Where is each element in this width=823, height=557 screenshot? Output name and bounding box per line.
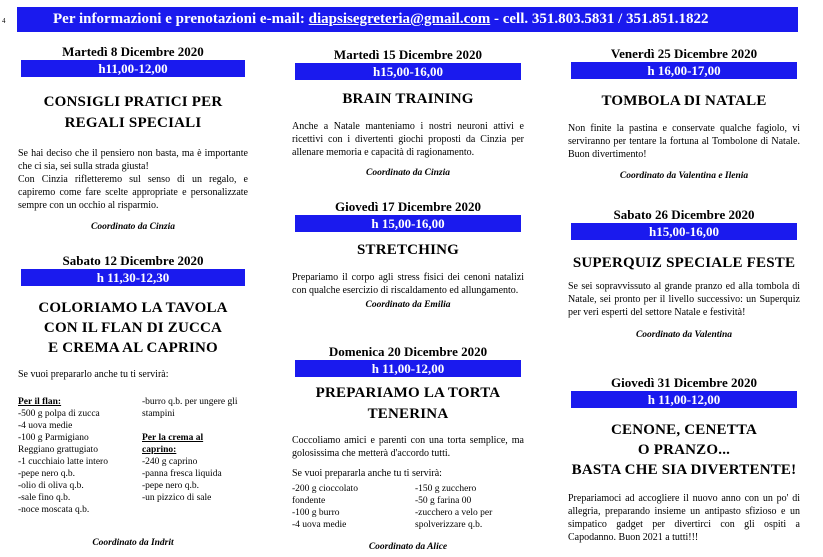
event-description: Se sei sopravvissuto al grande pranzo ed alla tombola di Natale, sei pronto per il livello successivo: un Superquiz per veri esperti del settore Natale e festività!: [568, 281, 800, 318]
crema-ingredients: -burro q.b. per ungere gli stampini Per la crema al caprino: -240 g caprino -panna fresca liquida -pepe nero q.b. -un pizzico di sale: [142, 397, 238, 503]
event-description: Prepariamoci ad accogliere il nuovo anno con un po' di allegria, preparando insieme un antipasto sfizioso e un simpatico gadget per divertirci con gli ospiti a Capodanno. Buon 2021 a tutti!!!: [568, 493, 800, 543]
event-title: SUPERQUIZ SPECIALE FESTE: [572, 255, 796, 271]
event-title: CENONE, CENETTA O PRANZO... BASTA CHE SIA DIVERTENTE!: [571, 422, 797, 478]
banner-prefix: Per informazioni e prenotazioni e-mail:: [53, 11, 309, 27]
event-time: h11,00-12,00: [21, 60, 245, 77]
event-date: Venerdì 25 Dicembre 2020: [610, 46, 758, 61]
page-corner-mark: 4: [2, 17, 6, 25]
event-date: Giovedì 17 Dicembre 2020: [335, 199, 481, 214]
event-date: Sabato 26 Dicembre 2020: [613, 207, 755, 222]
event-time: h 15,00-16,00: [295, 215, 521, 232]
event-coordinator: Coordinato da Cinzia: [366, 168, 450, 178]
event-time: h15,00-16,00: [571, 223, 797, 240]
event-time: h 11,30-12,30: [21, 269, 245, 286]
event-8-dicembre: [18, 44, 248, 232]
event-title: PREPARIAMO LA TORTA TENERINA: [315, 385, 501, 422]
recipe-intro: Se vuoi prepararlo anche tu ti servirà:: [18, 369, 169, 380]
contact-banner: [17, 7, 798, 32]
event-20-dicembre: [292, 344, 524, 480]
event-coordinator: Coordinato da Cinzia: [91, 222, 175, 232]
event-17-dicembre: [292, 199, 524, 310]
event-description: Non finite la pastina e conservate qualche fagiolo, vi serviranno per tentare la fortuna al Tombolone di Natale. Buon divertimento!: [568, 123, 800, 160]
event-12-dicembre: [18, 253, 248, 381]
event-description: Prepariamo il corpo agli stress fisici dei cenoni natalizi con qualche esercizio di riscaldamento ed allungamento.: [292, 272, 524, 296]
event-15-dicembre: [292, 47, 524, 178]
event-time: h 11,00-12,00: [295, 360, 521, 377]
event-date: Martedì 15 Dicembre 2020: [333, 47, 483, 62]
event-time: h 11,00-12,00: [571, 391, 797, 408]
banner-phones: - cell. 351.803.5831 / 351.851.1822: [490, 11, 709, 27]
event-title: COLORIAMO LA TAVOLA CON IL FLAN DI ZUCCA E CREMA AL CAPRINO: [38, 300, 228, 356]
event-coordinator: Coordinato da Indrit: [92, 538, 174, 548]
event-coordinator: Coordinato da Alice: [368, 542, 448, 552]
banner-email-link[interactable]: diapsisegreteria@gmail.com: [308, 11, 491, 27]
event-date: Sabato 12 Dicembre 2020: [62, 253, 204, 268]
event-description: Anche a Natale manteniamo i nostri neuroni attivi e ricettivi con i divertenti giochi proposti da Cinzia per allenare memoria e capacità di ragionamento.: [292, 121, 524, 158]
event-description: Se hai deciso che il pensiero non basta, ma è importante che ci sia, sei sulla strada giusta! Con Cinzia rifletteremo sul senso di un regalo, e capiremo come fare scelte appropriate e personalizzate sempre con un occhio al risparmio.: [18, 148, 248, 211]
event-date: Domenica 20 Dicembre 2020: [328, 344, 488, 359]
event-coordinator: Coordinato da Valentina e Ilenia: [619, 171, 749, 181]
event-26-dicembre: [568, 207, 800, 340]
event-31-dicembre: [568, 375, 800, 544]
event-time: h 16,00-17,00: [571, 62, 797, 79]
event-date: Giovedì 31 Dicembre 2020: [611, 375, 757, 390]
event-coordinator: Coordinato da Emilia: [365, 300, 451, 310]
event-title: STRETCHING: [356, 242, 460, 258]
event-coordinator: Coordinato da Valentina: [635, 330, 733, 340]
event-date: Martedì 8 Dicembre 2020: [62, 44, 204, 59]
event-title: TOMBOLA DI NATALE: [601, 93, 767, 109]
event-title: CONSIGLI PRATICI PER REGALI SPECIALI: [43, 94, 223, 131]
torta-ingredients-right: -150 g zucchero -50 g farina 00 -zucchero a velo per spolverizzare q.b.: [415, 484, 493, 530]
event-25-dicembre: [568, 46, 800, 181]
recipe-intro: Se vuoi prepararla anche tu ti servirà:: [292, 468, 442, 479]
event-title: BRAIN TRAINING: [342, 91, 474, 107]
flan-ingredients: Per il flan: -500 g polpa di zucca -4 uova medie -100 g Parmigiano Reggiano grattugiato -1 cucchiaio latte intero -pepe nero q.b. -olio di oliva q.b. -sale fino q.b. -noce moscata q.b.: [18, 397, 108, 515]
torta-ingredients-left: -200 g cioccolato fondente -100 g burro -4 uova medie: [292, 484, 358, 530]
event-time: h15,00-16,00: [295, 63, 521, 80]
event-description: Coccoliamo amici e parenti con una torta semplice, ma golosissima che metterà d'accordo tutti.: [292, 435, 524, 459]
